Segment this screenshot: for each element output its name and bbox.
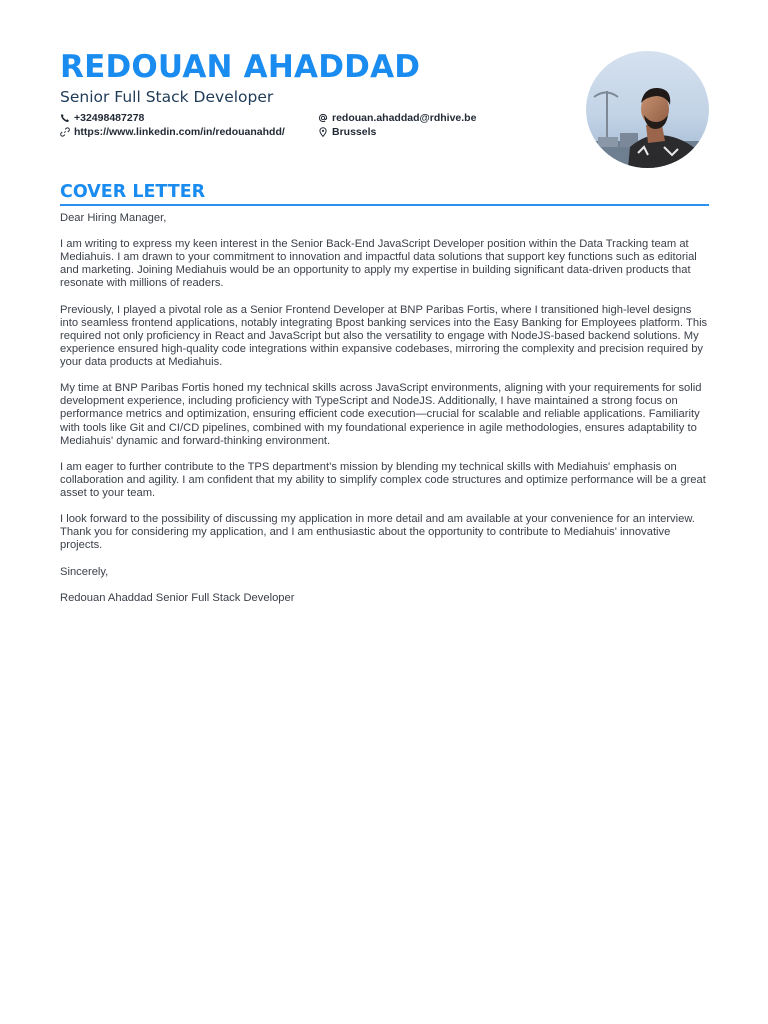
letter-paragraph: My time at BNP Paribas Fortis honed my technical skills across JavaScript environments, aligning with your requirements for solid development experience, including proficiency with TypeScript and NodeJS. Additionally, I have maintained a strong focus on performance metrics and optimization, ensuring efficient code execution—crucial for scalable and reliable applications. Familiarity with tools like Git and CI/CD pipelines, combined with my foundational experience in agile methodologies, ensures adaptability to Mediahuis' dynamic and forward-thinking environment. xyxy=(60,382,702,447)
section-divider xyxy=(60,204,709,206)
location-text: Brussels xyxy=(332,126,377,138)
at-sign-icon xyxy=(318,113,328,123)
letter-signature: Redouan Ahaddad Senior Full Stack Developer xyxy=(60,591,295,604)
phone-text: +32498487278 xyxy=(74,112,145,124)
candidate-title: Senior Full Stack Developer xyxy=(60,88,274,106)
contact-list xyxy=(60,111,580,139)
letter-body xyxy=(60,212,709,618)
contact-linkedin[interactable] xyxy=(60,125,318,139)
email-link[interactable]: redouan.ahaddad@rdhive.be xyxy=(332,112,477,124)
letter-paragraph: I am eager to further contribute to the TPS department’s mission by blending my technical skills with Mediahuis' emphasis on collaboration and agility. I am confident that my ability to simplify complex code structures and optimize performance will be a great asset to your team. xyxy=(60,460,706,499)
letter-closing: Sincerely, xyxy=(60,565,109,578)
contact-phone xyxy=(60,111,318,125)
letter-paragraph: Previously, I played a pivotal role as a Senior Frontend Developer at BNP Paribas Fortis, where I transitioned high-level designs into seamless frontend applications, notably integrating Bpost banking services into the Easy Banking for Employees platform. This required not only proficiency in React and JavaScript but also the versatility to engage with NodeJS-based backend solutions. My experience ensured high-quality code integrations within expansive codebases, mirroring the complexity and precision required by your data products at Mediahuis. xyxy=(60,303,708,369)
letter-paragraph: I look forward to the possibility of discussing my application in more detail and am available at your convenience for an interview. Thank you for considering my application, and I am enthusiastic about the opportunity to contribute to Mediahuis' innovative projects. xyxy=(60,513,695,552)
section-title-cover-letter: COVER LETTER xyxy=(60,182,206,202)
candidate-name: REDOUAN AHADDAD xyxy=(60,49,421,85)
link-icon xyxy=(60,127,70,137)
location-pin-icon xyxy=(318,127,328,137)
header xyxy=(60,48,580,139)
letter-paragraph: I am writing to express my keen interest in the Senior Back-End JavaScript Developer position within the Data Tracking team at Mediahuis. I am drawn to your commitment to innovation and impactful data solutions that support key functions such as editorial and marketing. Joining Mediahuis would be an opportunity to apply my expertise in building significant data-driven products that resonate with millions of readers. xyxy=(60,238,697,290)
linkedin-link[interactable]: https://www.linkedin.com/in/redouanahdd/ xyxy=(74,126,285,138)
phone-icon xyxy=(60,113,70,123)
contact-location xyxy=(318,125,558,139)
letter-salutation: Dear Hiring Manager, xyxy=(60,212,167,224)
profile-photo xyxy=(586,51,709,168)
contact-email[interactable] xyxy=(318,111,558,125)
